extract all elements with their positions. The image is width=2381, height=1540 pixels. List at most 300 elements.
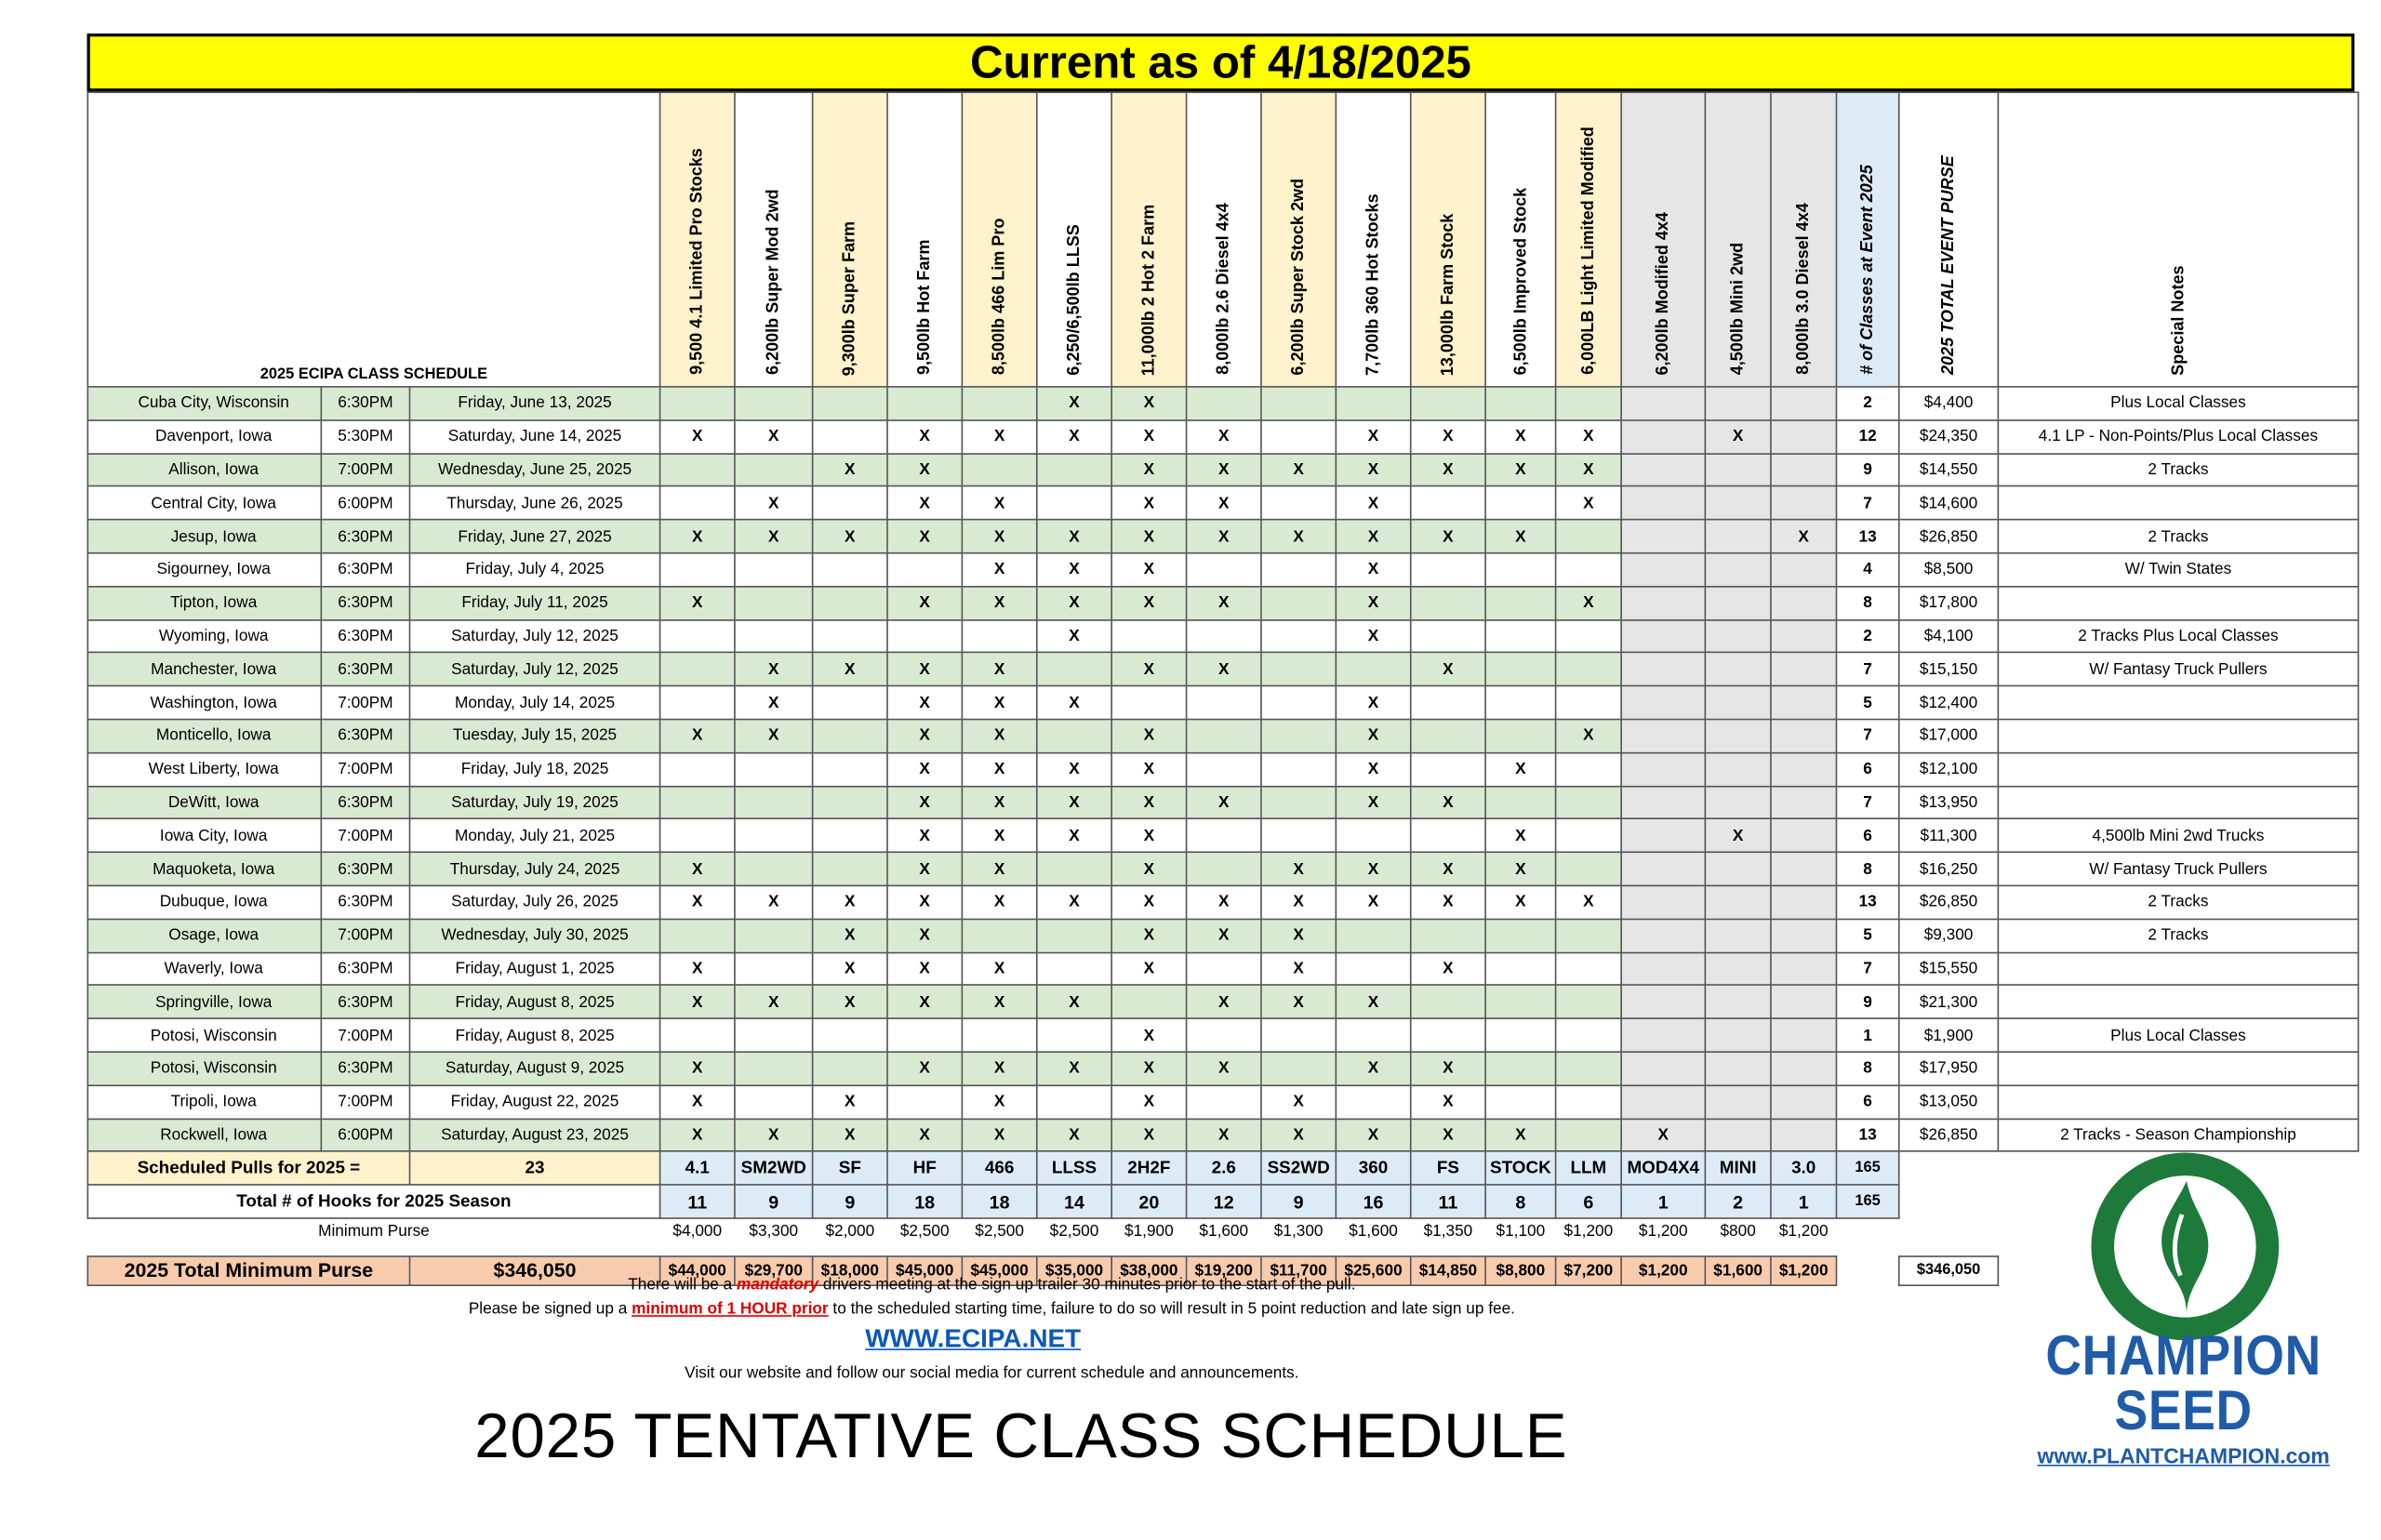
class-entry-cell [1771,553,1837,587]
event-time: 6:30PM [321,553,409,587]
signup-note: Please be signed up a minimum of 1 HOUR prior to the scheduled starting time, failure to do so will result in 5 point reduction and late sign up fee. [468,1299,1515,1319]
class-entry-cell [1261,653,1336,686]
class-entry-cell [1111,986,1186,1019]
class-entry-cell [1336,1018,1410,1052]
special-note: 2 Tracks [1998,885,2358,919]
event-purse: $4,400 [1899,387,1999,420]
class-entry-cell [1037,1018,1111,1052]
class-entry-cell [1261,553,1336,587]
event-location: Potosi, Wisconsin [87,1052,321,1085]
event-row [87,420,2358,454]
class-count: 9 [1836,453,1898,486]
class-entry-mark: X [1411,420,1485,454]
class-entry-mark: X [660,952,735,986]
event-location: Waverly, Iowa [87,952,321,986]
class-count: 13 [1836,520,1898,553]
hook-count: 2 [1705,1185,1771,1218]
class-entry-mark: X [1261,952,1336,986]
blank-cell [1621,1243,1705,1256]
class-entry-cell [1037,719,1111,752]
class-entry-cell [1187,553,1261,587]
class-entry-mark: X [962,719,1036,752]
class-header-0: 9,500 4.1 Limited Pro Stocks [660,92,735,387]
plantchampion-link[interactable]: www.PLANTCHAMPION.com [2037,1443,2330,1468]
class-entry-cell [813,719,887,752]
class-code: 360 [1336,1151,1410,1185]
class-entry-cell [1771,486,1837,520]
class-entry-mark: X [660,885,735,919]
event-location: Wyoming, Iowa [87,619,321,653]
event-location: DeWitt, Iowa [87,786,321,819]
class-entry-cell [735,752,813,786]
blank-cell [410,1243,660,1256]
class-entry-cell [1771,885,1837,919]
class-entry-mark: X [1111,1018,1186,1052]
blank-cell [1899,1243,1999,1256]
class-entry-cell [1771,952,1837,986]
blank-cell [1899,1218,1999,1243]
minimum-purse-value: $800 [1705,1218,1771,1243]
event-time: 7:00PM [321,752,409,786]
blank-cell [1899,1185,1999,1218]
class-total-purse: $8,800 [1485,1256,1555,1285]
event-row [87,586,2358,619]
class-entry-cell [1411,586,1485,619]
event-date: Saturday, August 23, 2025 [410,1119,660,1152]
class-entry-cell [1411,986,1485,1019]
class-entry-cell [1411,1018,1485,1052]
class-entry-cell [1037,853,1111,886]
event-time: 6:00PM [321,486,409,520]
class-entry-mark: X [1556,885,1622,919]
class-count: 7 [1836,653,1898,686]
hook-count: 11 [660,1185,735,1218]
champion-seed-wordmark: CHAMPION SEED [2045,1324,2321,1442]
class-entry-mark: X [887,520,962,553]
event-purse: $26,850 [1899,885,1999,919]
class-entry-mark: X [1111,520,1186,553]
class-entry-mark: X [1261,520,1336,553]
class-entry-mark: X [1336,853,1410,886]
event-date: Saturday, July 26, 2025 [410,885,660,919]
special-note: W/ Twin States [1998,553,2358,587]
class-header-5: 6,250/6,500lb LLSS [1037,92,1111,387]
class-entry-mark: X [1485,853,1555,886]
minimum-purse-value: $2,500 [1037,1218,1111,1243]
class-entry-mark: X [1111,653,1186,686]
class-entry-mark: X [660,986,735,1019]
class-entry-cell [1037,486,1111,520]
class-count: 7 [1836,719,1898,752]
class-entry-cell [1705,952,1771,986]
class-entry-cell [1261,420,1336,454]
class-entry-cell [1771,919,1837,952]
class-entry-mark: X [887,952,962,986]
class-entry-mark: X [1037,786,1111,819]
class-total-purse: $11,700 [1261,1256,1336,1285]
event-location: Davenport, Iowa [87,420,321,454]
class-code: 466 [962,1151,1036,1185]
event-date: Friday, August 22, 2025 [410,1085,660,1119]
class-entry-mark: X [962,520,1036,553]
class-entry-cell [962,619,1036,653]
class-entry-mark: X [1556,719,1622,752]
class-entry-cell [1621,719,1705,752]
class-entry-mark: X [735,653,813,686]
class-entry-cell [813,553,887,587]
class-entry-cell [1771,387,1837,420]
class-entry-mark: X [1336,586,1410,619]
class-entry-cell [1187,619,1261,653]
class-entry-cell [660,752,735,786]
class-entry-mark: X [887,919,962,952]
class-entry-cell [1705,453,1771,486]
class-entry-cell [660,387,735,420]
class-entry-mark: X [735,686,813,720]
special-note: 2 Tracks - Season Championship [1998,1119,2358,1152]
blank-cell [1411,1243,1485,1256]
event-date: Friday, June 13, 2025 [410,387,660,420]
class-count: 7 [1836,486,1898,520]
event-row [87,486,2358,520]
class-count: 2 [1836,387,1898,420]
class-entry-cell [1037,952,1111,986]
class-entry-mark: X [735,486,813,520]
class-entry-cell [1556,619,1622,653]
event-date: Friday, July 11, 2025 [410,586,660,619]
class-entry-cell [735,619,813,653]
class-entry-mark: X [735,520,813,553]
class-entry-cell [660,786,735,819]
class-entry-cell [1621,686,1705,720]
class-total-purse: $44,000 [660,1256,735,1285]
special-note [1998,952,2358,986]
event-time: 6:30PM [321,786,409,819]
class-count: 6 [1836,752,1898,786]
class-entry-mark: X [962,786,1036,819]
blank-cell [660,1243,735,1256]
event-location: Allison, Iowa [87,453,321,486]
event-location: Maquoketa, Iowa [87,853,321,886]
total-minimum-purse-value: $346,050 [410,1256,660,1285]
class-entry-mark: X [887,986,962,1019]
class-entry-mark: X [1336,486,1410,520]
class-entry-cell [813,853,887,886]
class-entry-mark: X [1336,786,1410,819]
event-purse: $1,900 [1899,1018,1999,1052]
class-entry-cell [1037,653,1111,686]
class-entry-cell [1556,553,1622,587]
class-entry-mark: X [1111,420,1186,454]
class-entry-cell [887,1085,962,1119]
header-row [87,92,2358,387]
event-purse: $11,300 [1899,819,1999,853]
minimum-purse-value: $1,350 [1411,1218,1485,1243]
class-entry-cell [1261,819,1336,853]
class-entry-mark: X [1556,486,1622,520]
class-code: SS2WD [1261,1151,1336,1185]
event-time: 6:00PM [321,1119,409,1152]
class-entry-cell [1485,686,1555,720]
class-entry-cell [1771,786,1837,819]
class-entry-mark: X [813,653,887,686]
class-header-7: 8,000lb 2.6 Diesel 4x4 [1187,92,1261,387]
class-entry-mark: X [1037,387,1111,420]
event-row [87,453,2358,486]
grand-total-purse: $346,050 [1899,1256,1999,1285]
event-row [87,619,2358,653]
hook-count: 18 [887,1185,962,1218]
class-entry-cell [1556,786,1622,819]
class-entry-cell [1411,486,1485,520]
class-count: 8 [1836,1052,1898,1085]
event-purse: $4,100 [1899,619,1999,653]
class-entry-cell [735,919,813,952]
special-note [1998,1085,2358,1119]
class-entry-cell [1187,952,1261,986]
event-purse: $17,950 [1899,1052,1999,1085]
class-header-15: 8,000lb 3.0 Diesel 4x4 [1771,92,1837,387]
class-entry-cell [1261,752,1336,786]
class-entry-mark: X [1556,586,1622,619]
class-entry-cell [1111,619,1186,653]
hook-count: 9 [813,1185,887,1218]
hook-count: 14 [1037,1185,1111,1218]
class-entry-cell [1485,1018,1555,1052]
class-entry-mark: X [1336,1052,1410,1085]
class-entry-cell [1621,853,1705,886]
event-row [87,752,2358,786]
event-row [87,819,2358,853]
blank-cell [321,1243,409,1256]
event-row [87,986,2358,1019]
class-entry-cell [735,553,813,587]
class-entry-cell [1411,819,1485,853]
class-count: 6 [1836,819,1898,853]
class-entry-mark: X [660,1119,735,1152]
class-header-6: 11,000lb 2 Hot 2 Farm [1111,92,1186,387]
class-entry-cell [1621,387,1705,420]
special-note: 2 Tracks [1998,919,2358,952]
blank-cell [1037,1243,1111,1256]
class-total-purse: $14,850 [1411,1256,1485,1285]
event-location: Dubuque, Iowa [87,885,321,919]
class-entry-cell [1621,586,1705,619]
event-time: 6:30PM [321,952,409,986]
class-entry-cell [1771,853,1837,886]
event-purse: $14,550 [1899,453,1999,486]
class-entry-mark: X [1485,885,1555,919]
event-purse: $26,850 [1899,1119,1999,1152]
class-entry-mark: X [962,553,1036,587]
event-purse: $24,350 [1899,420,1999,454]
class-entry-cell [1705,1119,1771,1152]
ecipa-website-link[interactable]: WWW.ECIPA.NET [865,1324,1082,1354]
class-entry-mark: X [962,986,1036,1019]
class-entry-cell [735,1018,813,1052]
class-entry-cell [1705,520,1771,553]
class-entry-mark: X [660,1052,735,1085]
meeting-note: There will be a mandatory drivers meeting at the sign up trailer 30 minutes prior to the start of the pull. [628,1275,1356,1294]
class-entry-mark: X [887,653,962,686]
class-entry-mark: X [813,986,887,1019]
hook-count: 16 [1336,1185,1410,1218]
event-purse: $13,050 [1899,1085,1999,1119]
class-entry-cell [1485,387,1555,420]
class-entry-mark: X [813,520,887,553]
class-entry-cell [1621,919,1705,952]
class-entry-cell [1556,1052,1622,1085]
class-entry-mark: X [962,819,1036,853]
class-entry-cell [1485,1085,1555,1119]
class-header-1: 6,200lb Super Mod 2wd [735,92,813,387]
class-total-purse: $45,000 [962,1256,1036,1285]
event-date: Saturday, August 9, 2025 [410,1052,660,1085]
event-row [87,553,2358,587]
class-entry-mark: X [1111,1052,1186,1085]
class-entry-mark: X [1485,420,1555,454]
class-entry-cell [1261,486,1336,520]
class-entry-mark: X [1556,453,1622,486]
class-entry-cell [1261,619,1336,653]
class-entry-cell [813,752,887,786]
event-row [87,786,2358,819]
class-entry-mark: X [1336,986,1410,1019]
class-entry-cell [813,1018,887,1052]
hook-count: 12 [1187,1185,1261,1218]
event-time: 6:30PM [321,586,409,619]
class-entry-mark: X [1411,453,1485,486]
class-entry-mark: X [1187,919,1261,952]
class-entry-mark: X [1485,752,1555,786]
class-entry-cell [1111,686,1186,720]
class-entry-mark: X [1111,719,1186,752]
event-purse: $26,850 [1899,520,1999,553]
class-entry-cell [1621,553,1705,587]
class-entry-mark: X [1111,453,1186,486]
class-entry-cell [1556,1085,1622,1119]
event-purse: $13,950 [1899,786,1999,819]
minimum-purse-value: $2,500 [887,1218,962,1243]
event-row [87,719,2358,752]
special-note: 2 Tracks [1998,453,2358,486]
class-entry-mark: X [1336,453,1410,486]
class-entry-cell [1705,586,1771,619]
minimum-purse-value: $1,200 [1771,1218,1837,1243]
class-entry-mark: X [1111,752,1186,786]
class-entry-cell [1621,520,1705,553]
class-entry-mark: X [1187,986,1261,1019]
class-total-purse: $35,000 [1037,1256,1111,1285]
class-count: 7 [1836,952,1898,986]
blank-cell [87,1243,321,1256]
class-entry-cell [887,553,962,587]
class-entry-mark: X [1411,653,1485,686]
class-entry-mark: X [1411,853,1485,886]
class-entry-mark: X [1187,885,1261,919]
class-count: 8 [1836,853,1898,886]
class-entry-cell [1705,1052,1771,1085]
class-entry-cell [813,786,887,819]
minimum-purse-value: $1,100 [1485,1218,1555,1243]
class-entry-cell [1485,719,1555,752]
class-entry-cell [813,619,887,653]
purse-header: 2025 TOTAL EVENT PURSE [1899,92,1999,387]
event-location: Washington, Iowa [87,686,321,720]
blank-cell [887,1243,962,1256]
class-entry-cell [660,919,735,952]
class-entry-cell [1336,819,1410,853]
hook-count: 11 [1411,1185,1485,1218]
class-entry-cell [1705,1085,1771,1119]
event-time: 6:30PM [321,719,409,752]
class-entry-cell [1556,919,1622,952]
class-entry-cell [1771,420,1837,454]
event-row [87,1018,2358,1052]
class-entry-cell [1261,686,1336,720]
event-purse: $15,150 [1899,653,1999,686]
class-total-purse: $1,200 [1771,1256,1837,1285]
class-entry-mark: X [962,486,1036,520]
class-entry-cell [1336,1085,1410,1119]
event-row [87,952,2358,986]
class-entry-cell [735,387,813,420]
event-location: Potosi, Wisconsin [87,1018,321,1052]
class-entry-cell [1556,686,1622,720]
event-location: Springville, Iowa [87,986,321,1019]
class-entry-cell [1705,919,1771,952]
class-entry-cell [1621,619,1705,653]
event-time: 6:30PM [321,885,409,919]
class-entry-cell [1037,453,1111,486]
class-code: FS [1411,1151,1485,1185]
class-entry-mark: X [887,719,962,752]
event-time: 7:00PM [321,1018,409,1052]
blank-cell [962,1243,1036,1256]
class-entry-mark: X [1111,952,1186,986]
class-entry-mark: X [813,1119,887,1152]
class-entry-mark: X [887,686,962,720]
class-entry-mark: X [1261,919,1336,952]
class-header-2: 9,300lb Super Farm [813,92,887,387]
class-count: 13 [1836,1119,1898,1152]
event-time: 6:30PM [321,619,409,653]
class-entry-cell [1771,619,1837,653]
hook-count: 1 [1621,1185,1705,1218]
class-entry-mark: X [1111,486,1186,520]
blank-cell [1187,1243,1261,1256]
class-entry-mark: X [1261,986,1336,1019]
blank-cell [1556,1243,1622,1256]
class-entry-cell [1485,986,1555,1019]
class-entry-mark: X [1037,986,1111,1019]
class-entry-mark: X [1037,553,1111,587]
minimum-purse-value: $1,200 [1621,1218,1705,1243]
class-entry-mark: X [813,919,887,952]
class-code: 4.1 [660,1151,735,1185]
class-entry-cell [1705,885,1771,919]
class-entry-mark: X [1411,786,1485,819]
event-time: 6:30PM [321,520,409,553]
class-entry-mark: X [1111,1085,1186,1119]
blank-cell [1336,1243,1410,1256]
blank-cell [1485,1243,1555,1256]
minimum-purse-value: $1,200 [1556,1218,1622,1243]
class-entry-cell [1705,752,1771,786]
class-entry-cell [1771,1085,1837,1119]
class-count: 13 [1836,885,1898,919]
class-entry-cell [1771,986,1837,1019]
